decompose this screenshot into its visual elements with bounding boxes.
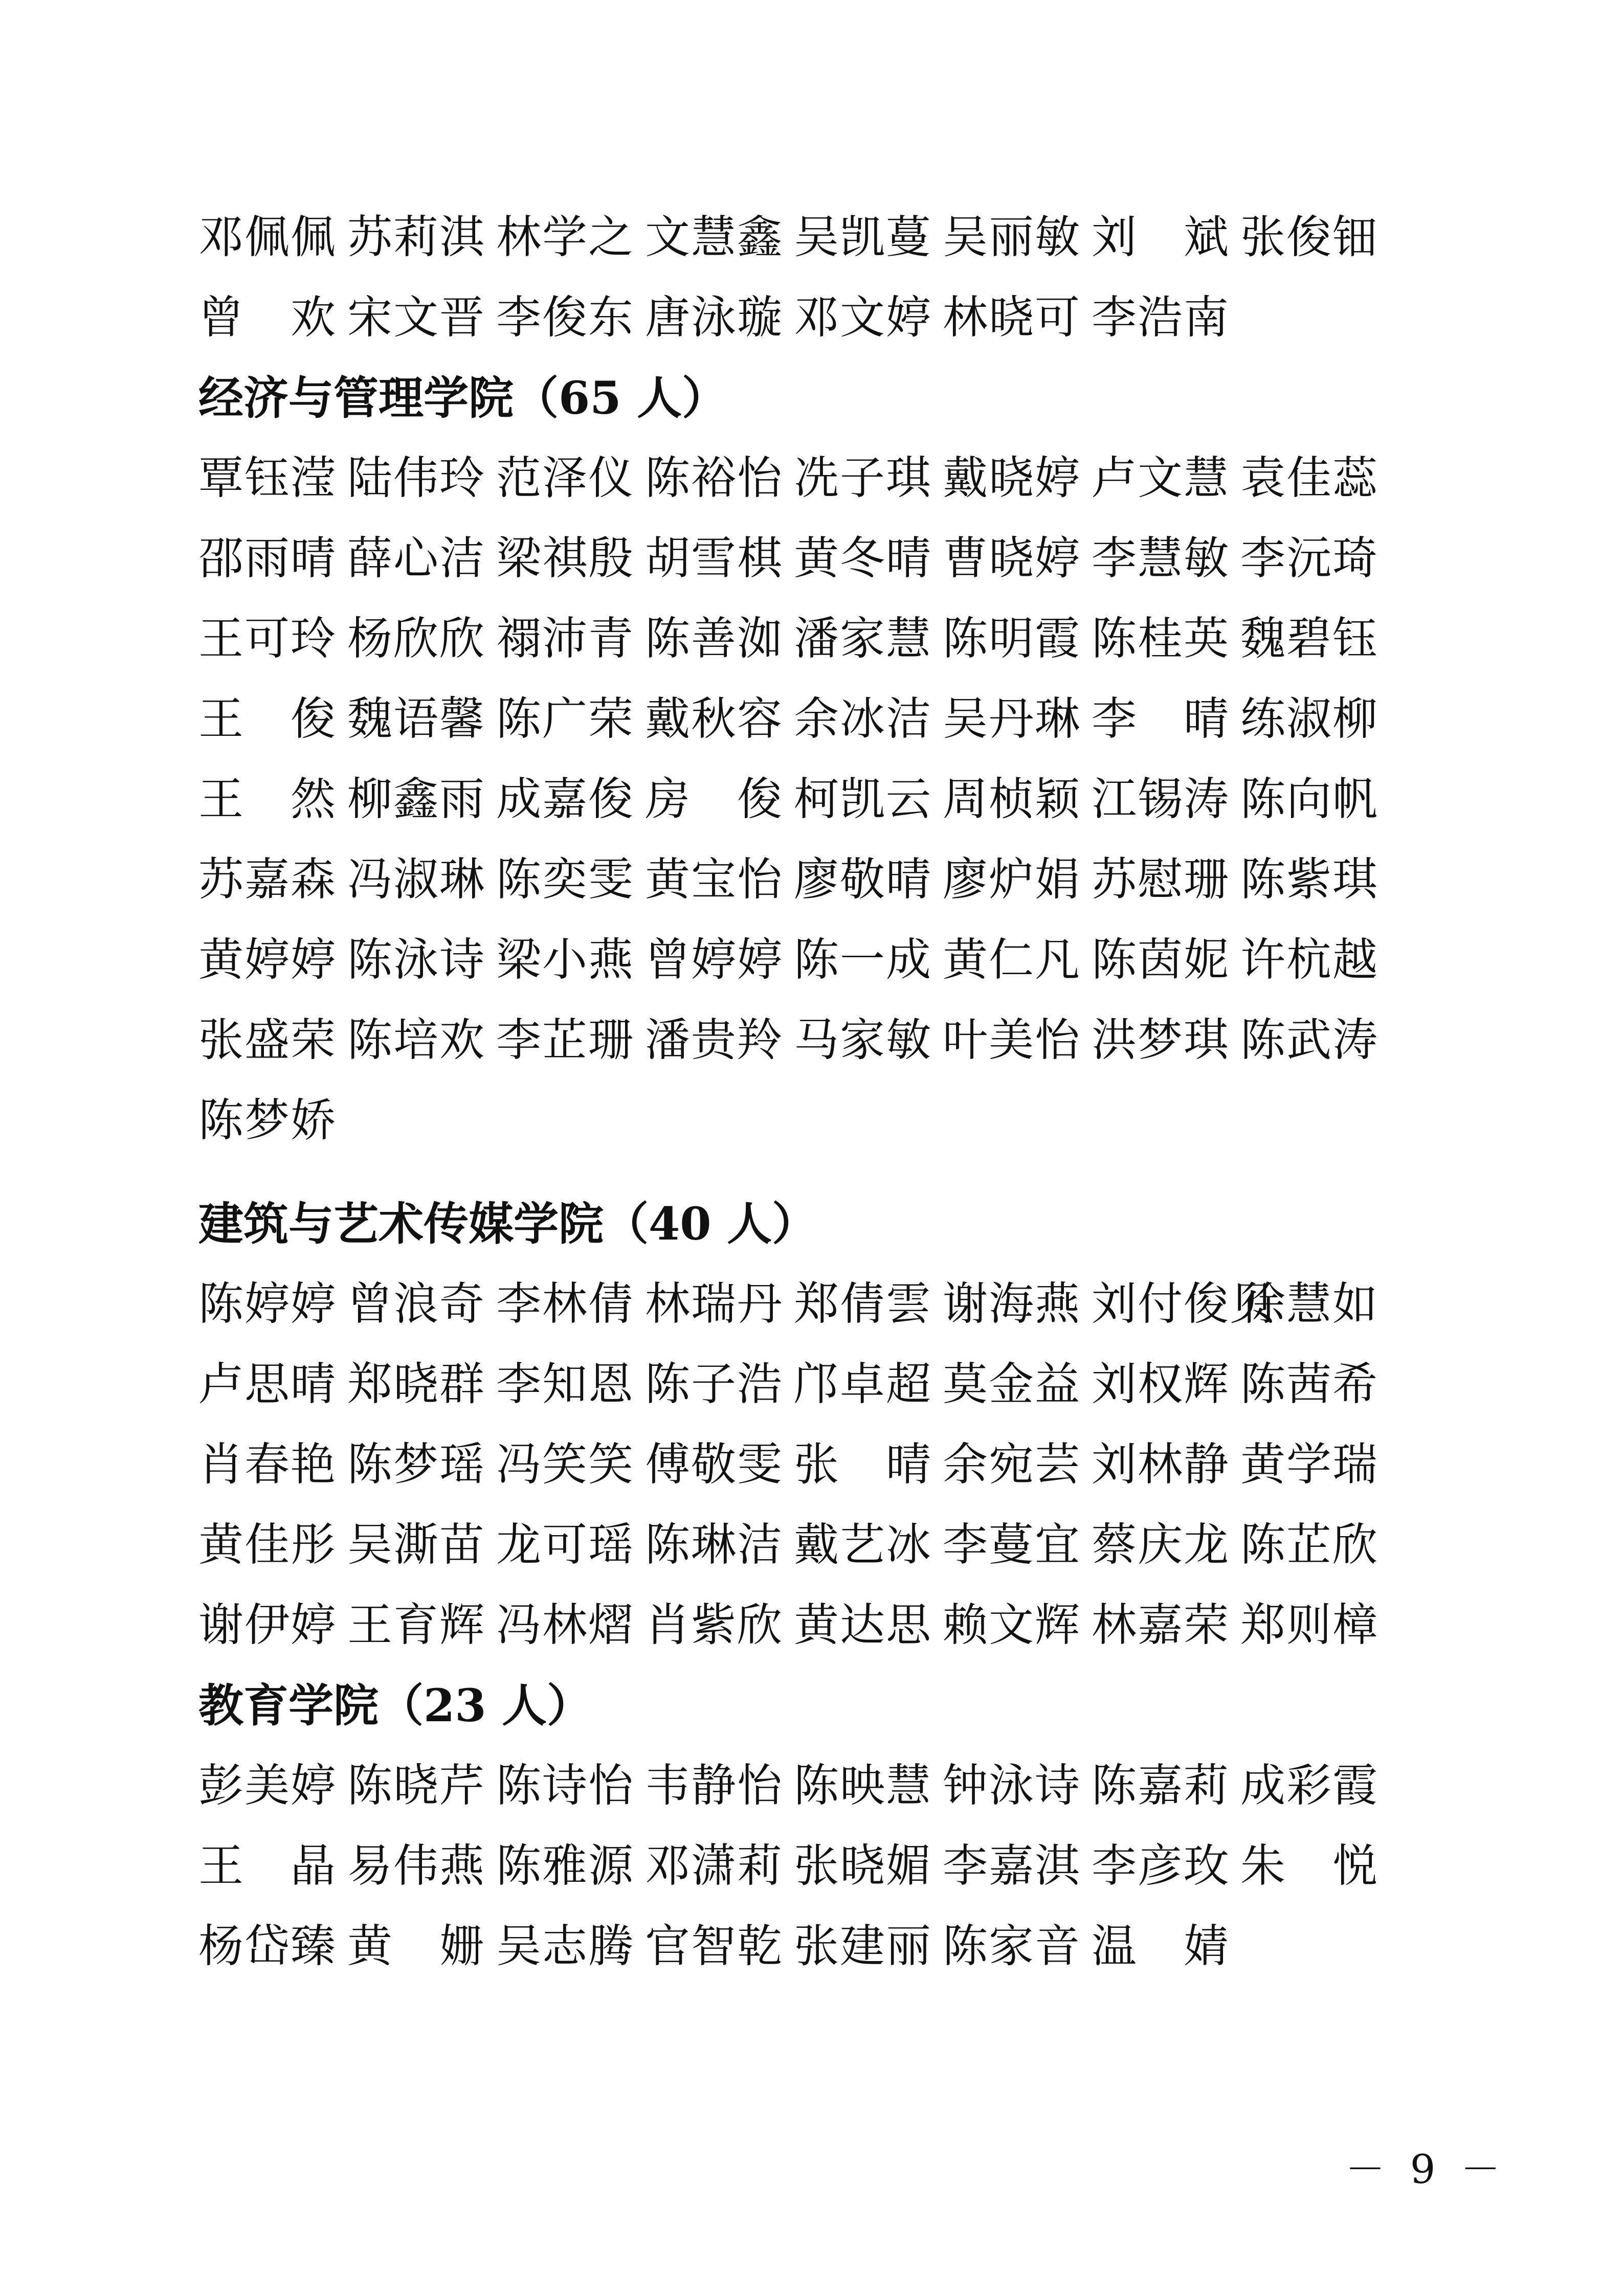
student-name: 黄佳彤 [198, 1518, 337, 1571]
student-name: 李蔓宜 [943, 1518, 1081, 1571]
student-name: 吴丹琳 [943, 692, 1081, 745]
student-name: 李芷珊 [496, 1013, 635, 1066]
name-row [198, 598, 1436, 679]
section [198, 197, 1436, 357]
student-name: 钟泳诗 [943, 1759, 1081, 1812]
student-name: 房 俊 [645, 772, 784, 825]
student-name: 李嘉淇 [943, 1839, 1081, 1892]
student-name: 陈梦瑶 [347, 1437, 486, 1491]
student-name: 成彩霞 [1240, 1759, 1379, 1812]
student-name: 邓文婷 [794, 290, 932, 344]
student-name: 戴艺冰 [794, 1518, 932, 1571]
student-name: 练淑柳 [1240, 692, 1379, 745]
student-name: 徐慧如 [1240, 1277, 1379, 1330]
student-name: 曾 欢 [198, 290, 337, 344]
student-name: 魏碧钰 [1240, 612, 1379, 665]
student-name: 陈紫琪 [1240, 852, 1379, 906]
student-name: 陆伟玲 [347, 451, 486, 504]
student-name: 陈善洳 [645, 612, 784, 665]
student-name: 邓佩佩 [198, 210, 337, 263]
student-name: 邵雨晴 [198, 531, 337, 584]
student-name: 王可玲 [198, 612, 337, 665]
student-name: 蔡庆龙 [1092, 1518, 1230, 1571]
student-name: 黄 姗 [347, 1919, 486, 1972]
student-name: 陈芷欣 [1240, 1518, 1379, 1571]
student-name: 苏嘉森 [198, 852, 337, 906]
student-name: 陈诗怡 [496, 1759, 635, 1812]
student-name: 曾浪奇 [347, 1277, 486, 1330]
student-name: 曾婷婷 [645, 933, 784, 986]
student-name: 王 然 [198, 772, 337, 825]
student-name: 谢伊婷 [198, 1598, 337, 1651]
student-name: 覃钰滢 [198, 451, 337, 504]
student-name: 黄宝怡 [645, 852, 784, 906]
student-name: 成嘉俊 [496, 772, 635, 825]
student-name: 陈梦娇 [198, 1093, 337, 1146]
name-row [198, 679, 1436, 759]
student-name: 袁佳蕊 [1240, 451, 1379, 504]
student-name: 林瑞丹 [645, 1277, 784, 1330]
student-name: 陈武涛 [1240, 1013, 1379, 1066]
student-name: 陈子浩 [645, 1357, 784, 1410]
name-row [198, 438, 1436, 518]
student-name: 陈映慧 [794, 1759, 932, 1812]
student-name: 郑倩雲 [794, 1277, 932, 1330]
name-row [198, 1424, 1436, 1504]
name-row [198, 1585, 1436, 1665]
student-name: 卢文慧 [1092, 451, 1230, 504]
student-name: 魏语馨 [347, 692, 486, 745]
student-name: 陈培欢 [347, 1013, 486, 1066]
student-name: 余宛芸 [943, 1437, 1081, 1491]
student-name: 潘家慧 [794, 612, 932, 665]
student-name: 李 晴 [1092, 692, 1230, 745]
name-list [198, 197, 1436, 1986]
student-name: 张晓媚 [794, 1839, 932, 1892]
section-gap [198, 1160, 1436, 1183]
name-row [198, 197, 1436, 277]
student-name: 潘贵羚 [645, 1013, 784, 1066]
student-name: 黄婷婷 [198, 933, 337, 986]
student-name: 陈泳诗 [347, 933, 486, 986]
name-row [198, 518, 1436, 598]
student-name: 宋文晋 [347, 290, 486, 344]
student-name: 张建丽 [794, 1919, 932, 1972]
student-name: 余冰洁 [794, 692, 932, 745]
student-name: 薛心洁 [347, 531, 486, 584]
student-name: 陈嘉莉 [1092, 1759, 1230, 1812]
name-row [198, 1264, 1436, 1344]
student-name: 陈茜希 [1240, 1357, 1379, 1410]
student-name: 冯笑笑 [496, 1437, 635, 1491]
section [198, 357, 1436, 1160]
student-name: 王育辉 [347, 1598, 486, 1651]
student-name: 张盛荣 [198, 1013, 337, 1066]
section [198, 1665, 1436, 1986]
student-name: 陈桂英 [1092, 612, 1230, 665]
student-name: 李知恩 [496, 1357, 635, 1410]
student-name: 李彦玫 [1092, 1839, 1230, 1892]
student-name: 吴凯蔓 [794, 210, 932, 263]
name-row [198, 1344, 1436, 1424]
student-name: 冯淑琳 [347, 852, 486, 906]
student-name: 苏莉淇 [347, 210, 486, 263]
student-name: 陈晓芹 [347, 1759, 486, 1812]
student-name: 郑晓群 [347, 1357, 486, 1410]
student-name: 易伟燕 [347, 1839, 486, 1892]
student-name: 江锡涛 [1092, 772, 1230, 825]
section-title: 建筑与艺术传媒学院（40 人） [198, 1197, 817, 1250]
student-name: 叶美怡 [943, 1013, 1081, 1066]
student-name: 戴晓婷 [943, 451, 1081, 504]
student-name: 许杭越 [1240, 933, 1379, 986]
student-name: 龙可瑶 [496, 1518, 635, 1571]
student-name: 陈琳洁 [645, 1518, 784, 1571]
student-name: 邓潇莉 [645, 1839, 784, 1892]
student-name: 柳鑫雨 [347, 772, 486, 825]
student-name: 林学之 [496, 210, 635, 263]
student-name: 黄冬晴 [794, 531, 932, 584]
student-name: 马家敏 [794, 1013, 932, 1066]
student-name: 邝卓超 [794, 1357, 932, 1410]
student-name: 廖炉娟 [943, 852, 1081, 906]
student-name: 傅敬雯 [645, 1437, 784, 1491]
student-name: 张 晴 [794, 1437, 932, 1491]
name-row [198, 1000, 1436, 1080]
name-row [198, 1826, 1436, 1906]
name-row [198, 839, 1436, 919]
student-name: 胡雪棋 [645, 531, 784, 584]
student-name: 韦静怡 [645, 1759, 784, 1812]
student-name: 王 晶 [198, 1839, 337, 1892]
student-name: 林晓可 [943, 290, 1081, 344]
student-name: 谢海燕 [943, 1277, 1081, 1330]
student-name: 陈一成 [794, 933, 932, 986]
student-name: 冯林熠 [496, 1598, 635, 1651]
section [198, 1183, 1436, 1665]
student-name: 黄仁凡 [943, 933, 1081, 986]
student-name: 王 俊 [198, 692, 337, 745]
student-name: 梁小燕 [496, 933, 635, 986]
student-name: 温 婧 [1092, 1919, 1230, 1972]
student-name: 曹晓婷 [943, 531, 1081, 584]
name-row [198, 1080, 1436, 1160]
student-name: 肖紫欣 [645, 1598, 784, 1651]
student-name: 陈茵妮 [1092, 933, 1230, 986]
name-row [198, 1504, 1436, 1585]
student-name: 李浩南 [1092, 290, 1230, 344]
section-title: 教育学院（23 人） [198, 1678, 592, 1732]
student-name: 李沅琦 [1240, 531, 1379, 584]
section-title: 经济与管理学院（65 人） [198, 371, 727, 424]
name-row [198, 277, 1436, 357]
student-name: 廖敬晴 [794, 852, 932, 906]
student-name: 朱 悦 [1240, 1839, 1379, 1892]
student-name: 陈明霞 [943, 612, 1081, 665]
student-name: 柯凯云 [794, 772, 932, 825]
student-name: 陈婷婷 [198, 1277, 337, 1330]
student-name: 林嘉荣 [1092, 1598, 1230, 1651]
student-name: 刘付俊贝 [1092, 1277, 1276, 1330]
student-name: 杨岱臻 [198, 1919, 337, 1972]
student-name: 吴志腾 [496, 1919, 635, 1972]
student-name: 陈奕雯 [496, 852, 635, 906]
student-name: 张俊钿 [1240, 210, 1379, 263]
name-row [198, 919, 1436, 1000]
student-name: 卢思晴 [198, 1357, 337, 1410]
student-name: 吴澌苗 [347, 1518, 486, 1571]
student-name: 文慧鑫 [645, 210, 784, 263]
student-name: 陈裕怡 [645, 451, 784, 504]
student-name: 冼子琪 [794, 451, 932, 504]
student-name: 戴秋容 [645, 692, 784, 745]
student-name: 梁祺殷 [496, 531, 635, 584]
student-name: 禤沛青 [496, 612, 635, 665]
student-name: 洪梦琪 [1092, 1013, 1230, 1066]
student-name: 陈广荣 [496, 692, 635, 745]
student-name: 赖文辉 [943, 1598, 1081, 1651]
student-name: 官智乾 [645, 1919, 784, 1972]
student-name: 陈雅源 [496, 1839, 635, 1892]
student-name: 吴丽敏 [943, 210, 1081, 263]
student-name: 陈向帆 [1240, 772, 1379, 825]
student-name: 李慧敏 [1092, 531, 1230, 584]
student-name: 莫金益 [943, 1357, 1081, 1410]
student-name: 李林倩 [496, 1277, 635, 1330]
student-name: 范泽仪 [496, 451, 635, 504]
student-name: 刘权辉 [1092, 1357, 1230, 1410]
page-number: － 9 － [1345, 2147, 1507, 2193]
name-row [198, 759, 1436, 839]
student-name: 杨欣欣 [347, 612, 486, 665]
student-name: 黄达思 [794, 1598, 932, 1651]
student-name: 李俊东 [496, 290, 635, 344]
student-name: 肖春艳 [198, 1437, 337, 1491]
name-row [198, 1745, 1436, 1826]
student-name: 苏慰珊 [1092, 852, 1230, 906]
student-name: 唐泳璇 [645, 290, 784, 344]
student-name: 彭美婷 [198, 1759, 337, 1812]
student-name: 郑则樟 [1240, 1598, 1379, 1651]
student-name: 黄学瑞 [1240, 1437, 1379, 1491]
student-name: 刘林静 [1092, 1437, 1230, 1491]
student-name: 周桢颖 [943, 772, 1081, 825]
student-name: 陈家音 [943, 1919, 1081, 1972]
student-name: 刘 斌 [1092, 210, 1230, 263]
name-row [198, 1906, 1436, 1986]
